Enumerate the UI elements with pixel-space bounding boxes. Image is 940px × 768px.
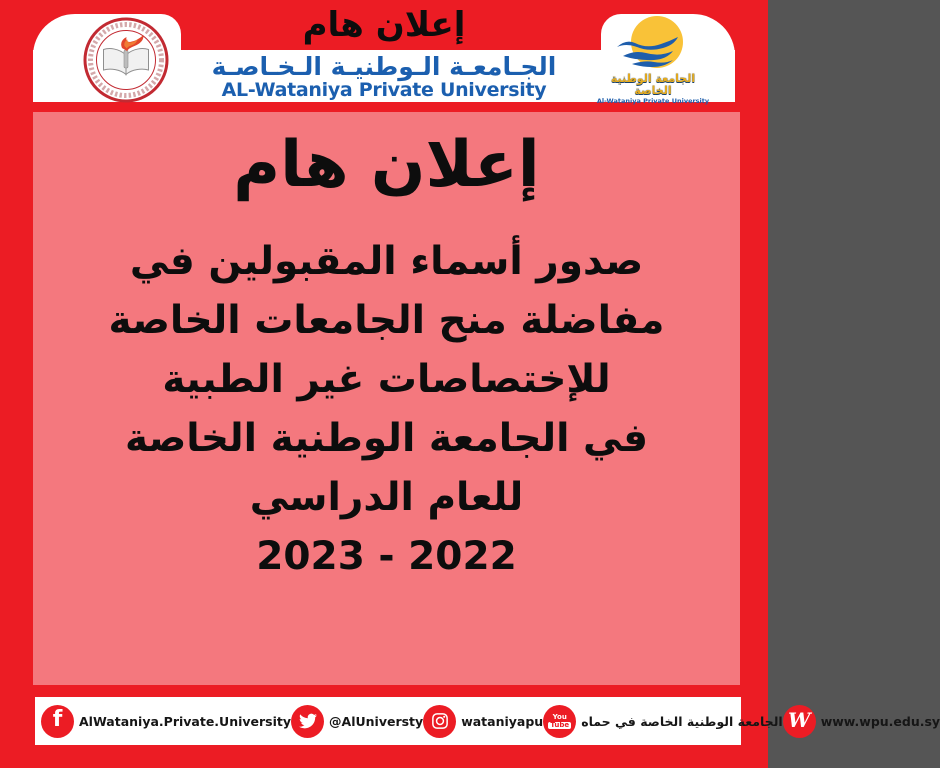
logo-caption-arabic: الجامعة الوطنية الخاصة xyxy=(610,72,696,97)
announcement-line: صدور أسماء المقبولين في xyxy=(129,239,644,284)
twitter-icon xyxy=(291,705,324,738)
sun-waves-icon xyxy=(610,15,696,73)
instagram-link[interactable] xyxy=(423,705,543,738)
university-title-block xyxy=(200,53,568,101)
university-logo xyxy=(594,15,712,106)
announcement-body xyxy=(33,232,740,586)
instagram-handle: wataniyapu xyxy=(461,713,544,729)
announcement-title: إعلان هام xyxy=(233,128,540,202)
website-link[interactable] xyxy=(783,705,940,738)
announcement-line: للإختصاصات غير الطبية xyxy=(162,357,611,402)
youtube-icon: You Tube xyxy=(543,705,576,738)
footer-bar xyxy=(35,697,940,745)
facebook-icon: f xyxy=(41,705,74,738)
wpu-icon: W xyxy=(783,705,816,738)
announcement-panel xyxy=(33,112,740,685)
twitter-handle: @AlUniversty xyxy=(329,713,424,729)
students-union-emblem xyxy=(83,17,169,103)
instagram-icon xyxy=(423,705,456,738)
announcement-line: للعام الدراسي xyxy=(249,475,524,520)
twitter-bird-icon xyxy=(299,712,317,730)
twitter-link[interactable] xyxy=(291,705,423,738)
instagram-camera-icon xyxy=(431,712,449,730)
announcement-line: في الجامعة الوطنية الخاصة xyxy=(124,416,649,461)
university-name-arabic: الجـامعـة الـوطنيـة الـخـاصـة xyxy=(211,52,557,81)
announcement-line: مفاضلة منح الجامعات الخاصة xyxy=(108,298,665,343)
students-union-emblem-icon xyxy=(83,17,169,103)
youtube-link[interactable] xyxy=(543,705,782,738)
logo-caption-english: Al-Wataniya Private University xyxy=(596,97,710,105)
university-name-english: AL-Wataniya Private University xyxy=(221,79,547,101)
poster-top-title: إعلان هام xyxy=(302,5,466,45)
announcement-line: 2022 - 2023 xyxy=(256,534,517,579)
facebook-handle: AlWataniya.Private.University xyxy=(79,713,292,729)
website-url: www.wpu.edu.sy xyxy=(820,713,940,729)
facebook-link[interactable] xyxy=(41,705,291,738)
youtube-channel-name: الجامعة الوطنية الخاصة في حماه xyxy=(581,713,783,729)
